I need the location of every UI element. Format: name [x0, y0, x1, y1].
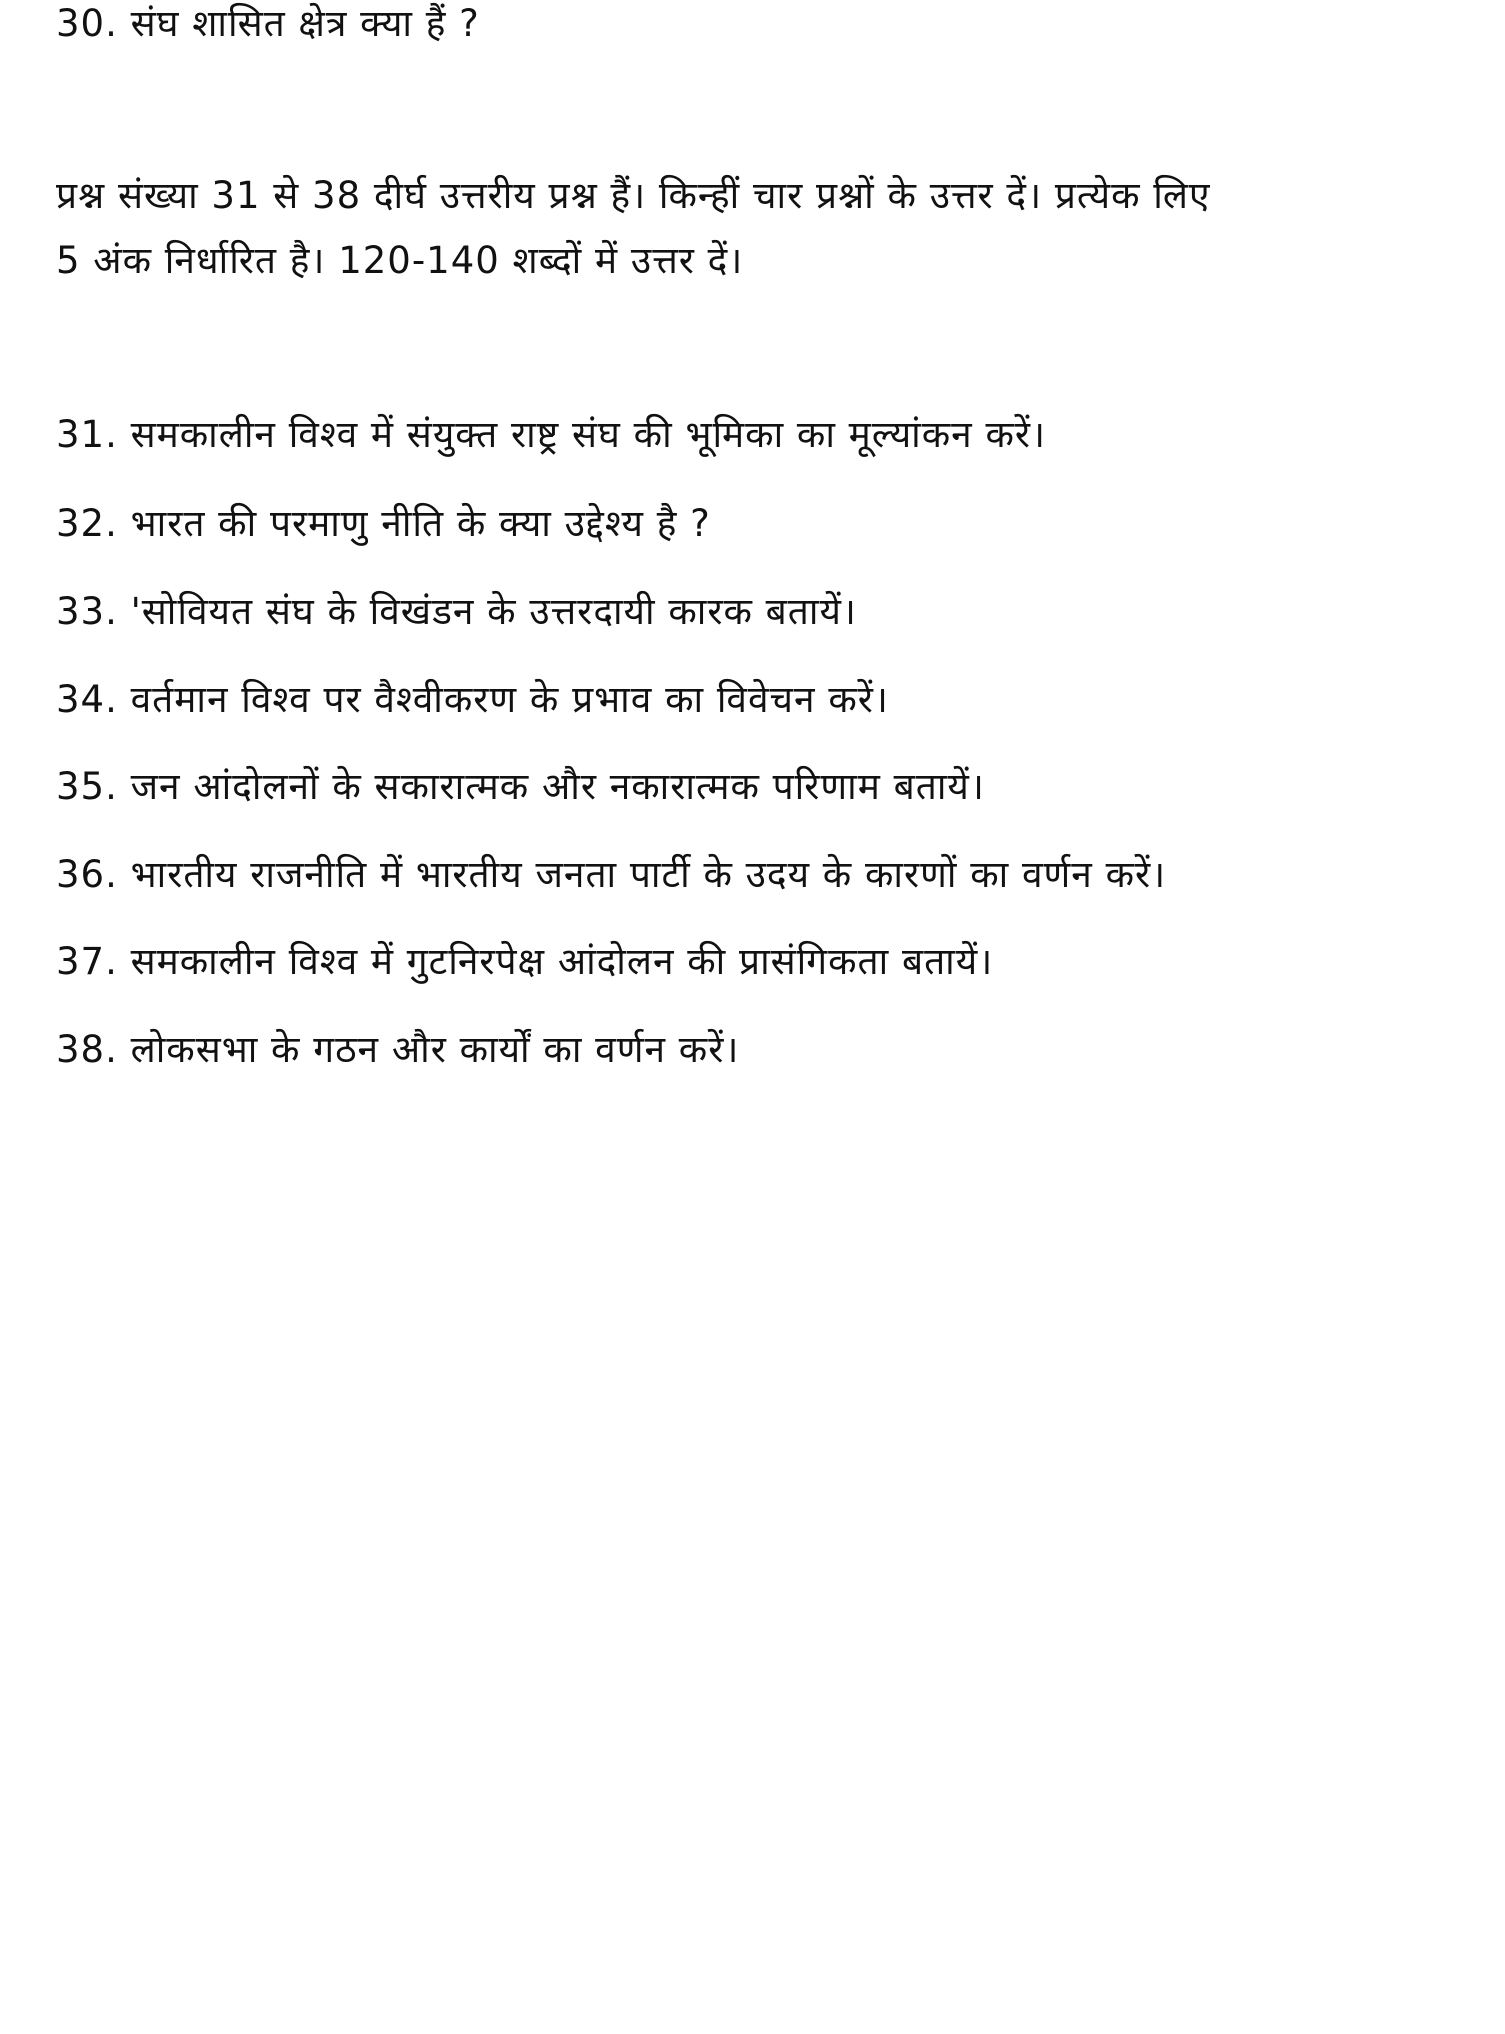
question-32: 32. भारत की परमाणु नीति के क्या उद्देश्य है ?: [56, 502, 711, 545]
question-30: 30. संघ शासित क्षेत्र क्या हैं ?: [56, 2, 480, 45]
question-34: 34. वर्तमान विश्व पर वैश्वीकरण के प्रभाव का विवेचन करें।: [56, 678, 889, 721]
question-33: 33. 'सोवियत संघ के विखंडन के उत्तरदायी कारक बतायें।: [56, 590, 857, 633]
question-37: 37. समकालीन विश्व में गुटनिरपेक्ष आंदोलन की प्रासंगिकता बतायें।: [56, 940, 994, 983]
instructions-line-2: 5 अंक निर्धारित है। 120-140 शब्दों में उत्तर दें।: [56, 239, 744, 282]
question-38: 38. लोकसभा के गठन और कार्यों का वर्णन करें।: [56, 1028, 740, 1071]
question-31: 31. समकालीन विश्व में संयुक्त राष्ट्र संघ की भूमिका का मूल्यांकन करें।: [56, 413, 1047, 456]
question-35: 35. जन आंदोलनों के सकारात्मक और नकारात्मक परिणाम बतायें।: [56, 765, 985, 808]
question-36: 36. भारतीय राजनीति में भारतीय जनता पार्टी के उदय के कारणों का वर्णन करें।: [56, 853, 1167, 896]
instructions-line-1: प्रश्न संख्या 31 से 38 दीर्घ उत्तरीय प्रश्न हैं। किन्हीं चार प्रश्नों के उत्तर दें। प्रत्येक लिए: [56, 174, 1211, 217]
